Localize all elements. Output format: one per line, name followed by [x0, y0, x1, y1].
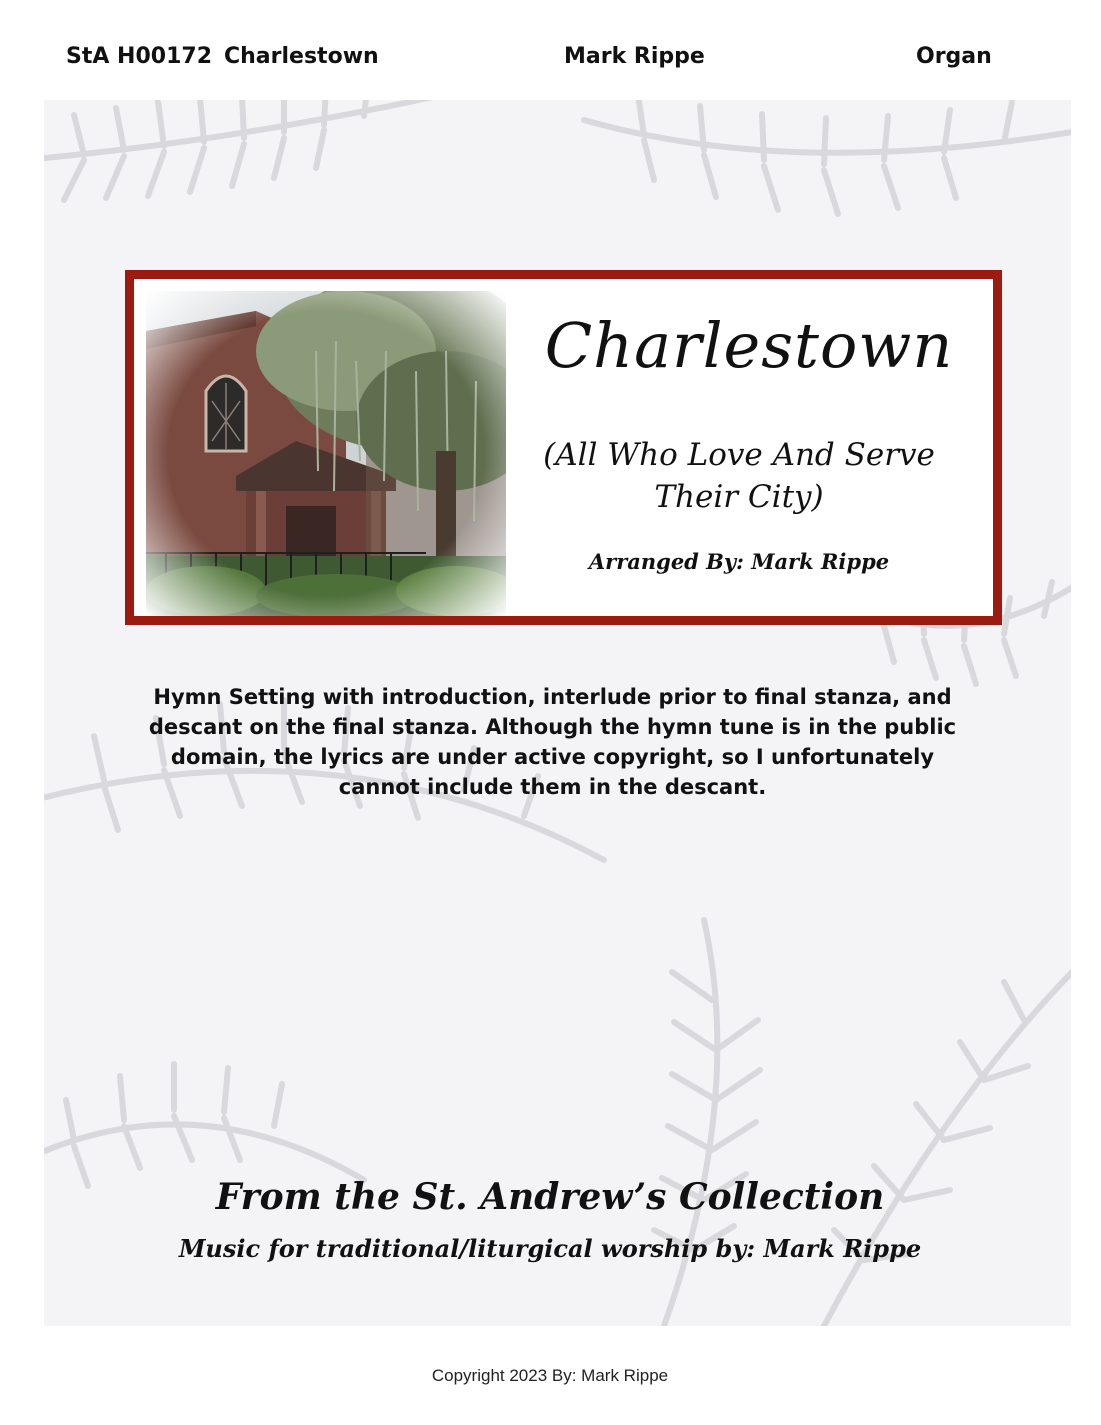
subtitle-line-2: Their City) [654, 479, 824, 515]
header-title: Charlestown [224, 44, 379, 69]
main-title: Charlestown [544, 309, 954, 382]
header-composer: Mark Rippe [564, 44, 705, 69]
header-instrument: Organ [916, 44, 992, 69]
church-image [146, 291, 506, 616]
catalog-code: StA H00172 [66, 44, 212, 69]
collection-title: From the St. Andrew’s Collection [215, 1176, 885, 1218]
church-photo [146, 291, 506, 616]
copyright: Copyright 2023 By: Mark Rippe [431, 1366, 669, 1385]
description: Hymn Setting with introduction, interlude prior to final stanza, and descant on the final stanza. Although the hymn tune is in the public domain, the lyrics are under active copyright, so I unfortunately cannot include them in the descant. [148, 685, 957, 799]
page-header [0, 44, 1101, 76]
subtitle [529, 434, 949, 518]
subtitle-line-1: (All Who Love And Serve [543, 437, 935, 473]
collection-tagline: Music for traditional/liturgical worship by: Mark Rippe [178, 1234, 922, 1263]
arranger-credit: Arranged By: Mark Rippe [588, 549, 890, 574]
title-box [125, 270, 1002, 625]
